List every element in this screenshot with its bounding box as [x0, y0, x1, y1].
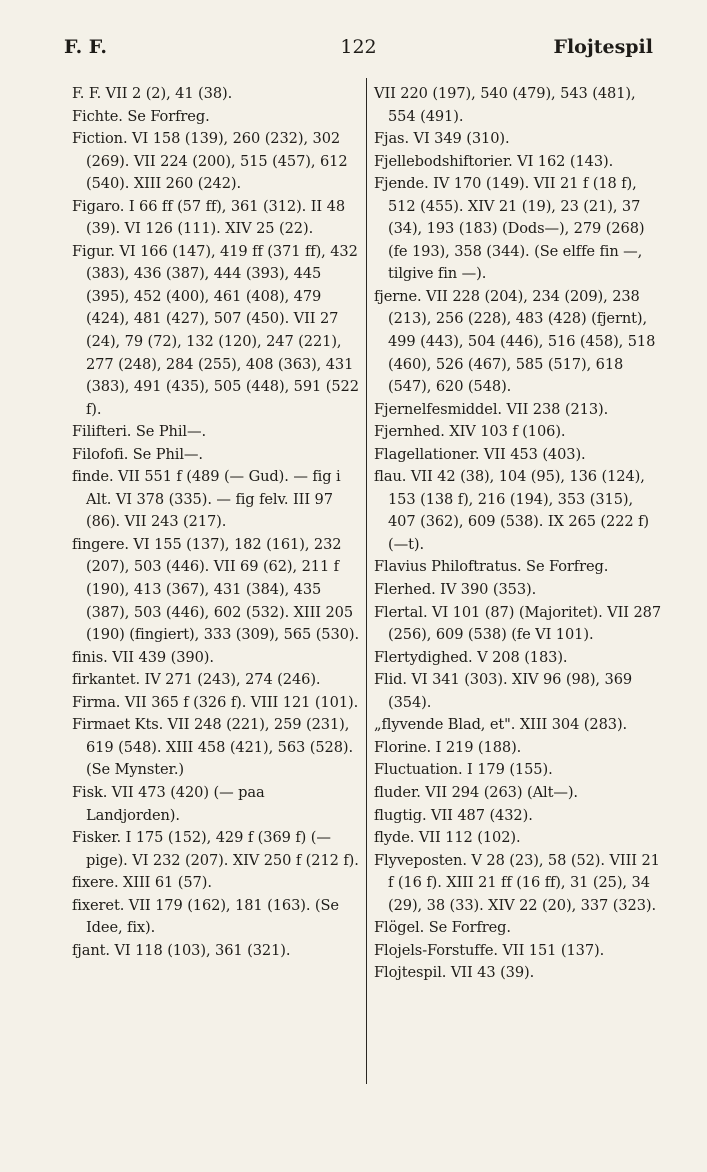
- header-left-guideword: F. F.: [64, 36, 108, 58]
- index-entry: Fichte. Se Forfreg.: [72, 107, 210, 125]
- index-entry: Fluctuation. I 179 (155).: [374, 761, 553, 779]
- index-entry: finis. VII 439 (390).: [72, 648, 214, 666]
- index-entry: Filofofi. Se Phil—.: [72, 445, 203, 463]
- index-entry: Flerhed. IV 390 (353).: [374, 581, 537, 599]
- index-entry: Flögel. Se Forfreg.: [374, 919, 511, 937]
- index-entry: Fjende. IV 170 (149). VII 21 f (18 f), 512 (455). XIV 21 (19), 23 (21), 37 (34), 193 (183) (Dods—), 279 (268) (fe 193), 358 (344). (Se elffe fin —, tilgive fin —).: [374, 175, 645, 283]
- index-entry: Firma. VII 365 f (326 f). VIII 121 (101).: [72, 693, 359, 711]
- index-entry: VII 220 (197), 540 (479), 543 (481), 554 (491).: [374, 85, 636, 125]
- index-entry: fjerne. VII 228 (204), 234 (209), 238 (213), 256 (228), 483 (428) (fjernt), 499 (443), 504 (446), 516 (458), 518 (460), 526 (467), 585 (517), 618 (547), 620 (548).: [374, 287, 656, 396]
- index-entry: Figur. VI 166 (147), 419 ff (371 ff), 432 (383), 436 (387), 444 (393), 445 (395), 452 (400), 461 (408), 479 (424), 481 (427), 507 (450). VII 27 (24), 79 (72), 132 (120), 247 (221), 277 (248), 284 (255), 408 (363), 431 (383), 491 (435), 505 (448), 591 (522 f).: [72, 242, 359, 418]
- index-entry: fingere. VI 155 (137), 182 (161), 232 (207), 503 (446). VII 69 (62), 211 f (190), 413 (367), 431 (384), 435 (387), 503 (446), 602 (532). XIII 205 (190) (fingiert), 333 (309), 565 (530).: [72, 535, 359, 644]
- index-entry: Flid. VI 341 (303). XIV 96 (98), 369 (354).: [374, 671, 633, 711]
- index-entry: Filifteri. Se Phil—.: [72, 423, 207, 441]
- index-entry: fixere. XIII 61 (57).: [72, 874, 212, 892]
- index-entry: Flagellationer. VII 453 (403).: [374, 445, 586, 463]
- page-number: 122: [340, 36, 377, 58]
- index-entry: Fisker. I 175 (152), 429 f (369 f) (— pige). VI 232 (207). XIV 250 f (212 f).: [72, 829, 359, 869]
- index-entry: Fjernelfesmiddel. VII 238 (213).: [374, 400, 609, 418]
- index-entry: flyde. VII 112 (102).: [374, 829, 521, 847]
- index-entry: Flojels-Forstuffe. VII 151 (137).: [374, 941, 605, 959]
- index-entry: fjant. VI 118 (103), 361 (321).: [72, 941, 291, 959]
- index-entry: finde. VII 551 f (489 (— Gud). — fig i Alt. VI 378 (335). — fig felv. III 97 (86). VII 243 (217).: [72, 468, 341, 531]
- index-entry: Fjernhed. XIV 103 f (106).: [374, 423, 566, 441]
- index-entry: Firmaet Kts. VII 248 (221), 259 (231), 619 (548). XIII 458 (421), 563 (528). (Se Mynster.): [72, 716, 354, 779]
- index-entry: Figaro. I 66 ff (57 ff), 361 (312). II 48 (39). VI 126 (111). XIV 25 (22).: [72, 197, 346, 238]
- index-entry: fixeret. VII 179 (162), 181 (163). (Se Idee, fix).: [72, 896, 339, 937]
- column-divider: [366, 78, 367, 1084]
- index-entry: flugtig. VII 487 (432).: [374, 806, 533, 824]
- index-entry: Flavius Philoftratus. Se Forfreg.: [374, 558, 609, 576]
- index-entry: „flyvende Blad, et". XIII 304 (283).: [374, 716, 628, 734]
- left-column: [72, 83, 361, 962]
- index-entry: Florine. I 219 (188).: [374, 738, 522, 756]
- index-entry: Flyveposten. V 28 (23), 58 (52). VIII 21 f (16 f). XIII 21 ff (16 ff), 31 (25), 34 (29), 38 (33). XIV 22 (20), 337 (323).: [374, 851, 660, 914]
- right-column: [374, 83, 662, 985]
- index-entry: fluder. VII 294 (263) (Alt—).: [374, 783, 578, 801]
- index-entry: Flertydighed. V 208 (183).: [374, 648, 568, 666]
- index-entry: Fjellebodshiftorier. VI 162 (143).: [374, 152, 614, 170]
- index-entry: Fisk. VII 473 (420) (— paa Landjorden).: [72, 783, 265, 824]
- index-entry: Fiction. VI 158 (139), 260 (232), 302 (269). VII 224 (200), 515 (457), 612 (540). XIII 260 (242).: [72, 130, 348, 193]
- index-entry: Flertal. VI 101 (87) (Majoritet). VII 287 (256), 609 (538) (fe VI 101).: [374, 603, 662, 644]
- index-entry: flau. VII 42 (38), 104 (95), 136 (124), 153 (138 f), 216 (194), 353 (315), 407 (362), 609 (538). IX 265 (222 f) (—t).: [374, 468, 649, 553]
- header-right-guideword: Flojtespil: [553, 36, 653, 58]
- index-entry: Fjas. VI 349 (310).: [374, 130, 510, 148]
- page-header: [64, 33, 653, 63]
- index-entry: Flojtespil. VII 43 (39).: [374, 964, 535, 982]
- index-entry: firkantet. IV 271 (243), 274 (246).: [72, 671, 321, 689]
- index-entry: F. F. VII 2 (2), 41 (38).: [72, 85, 233, 102]
